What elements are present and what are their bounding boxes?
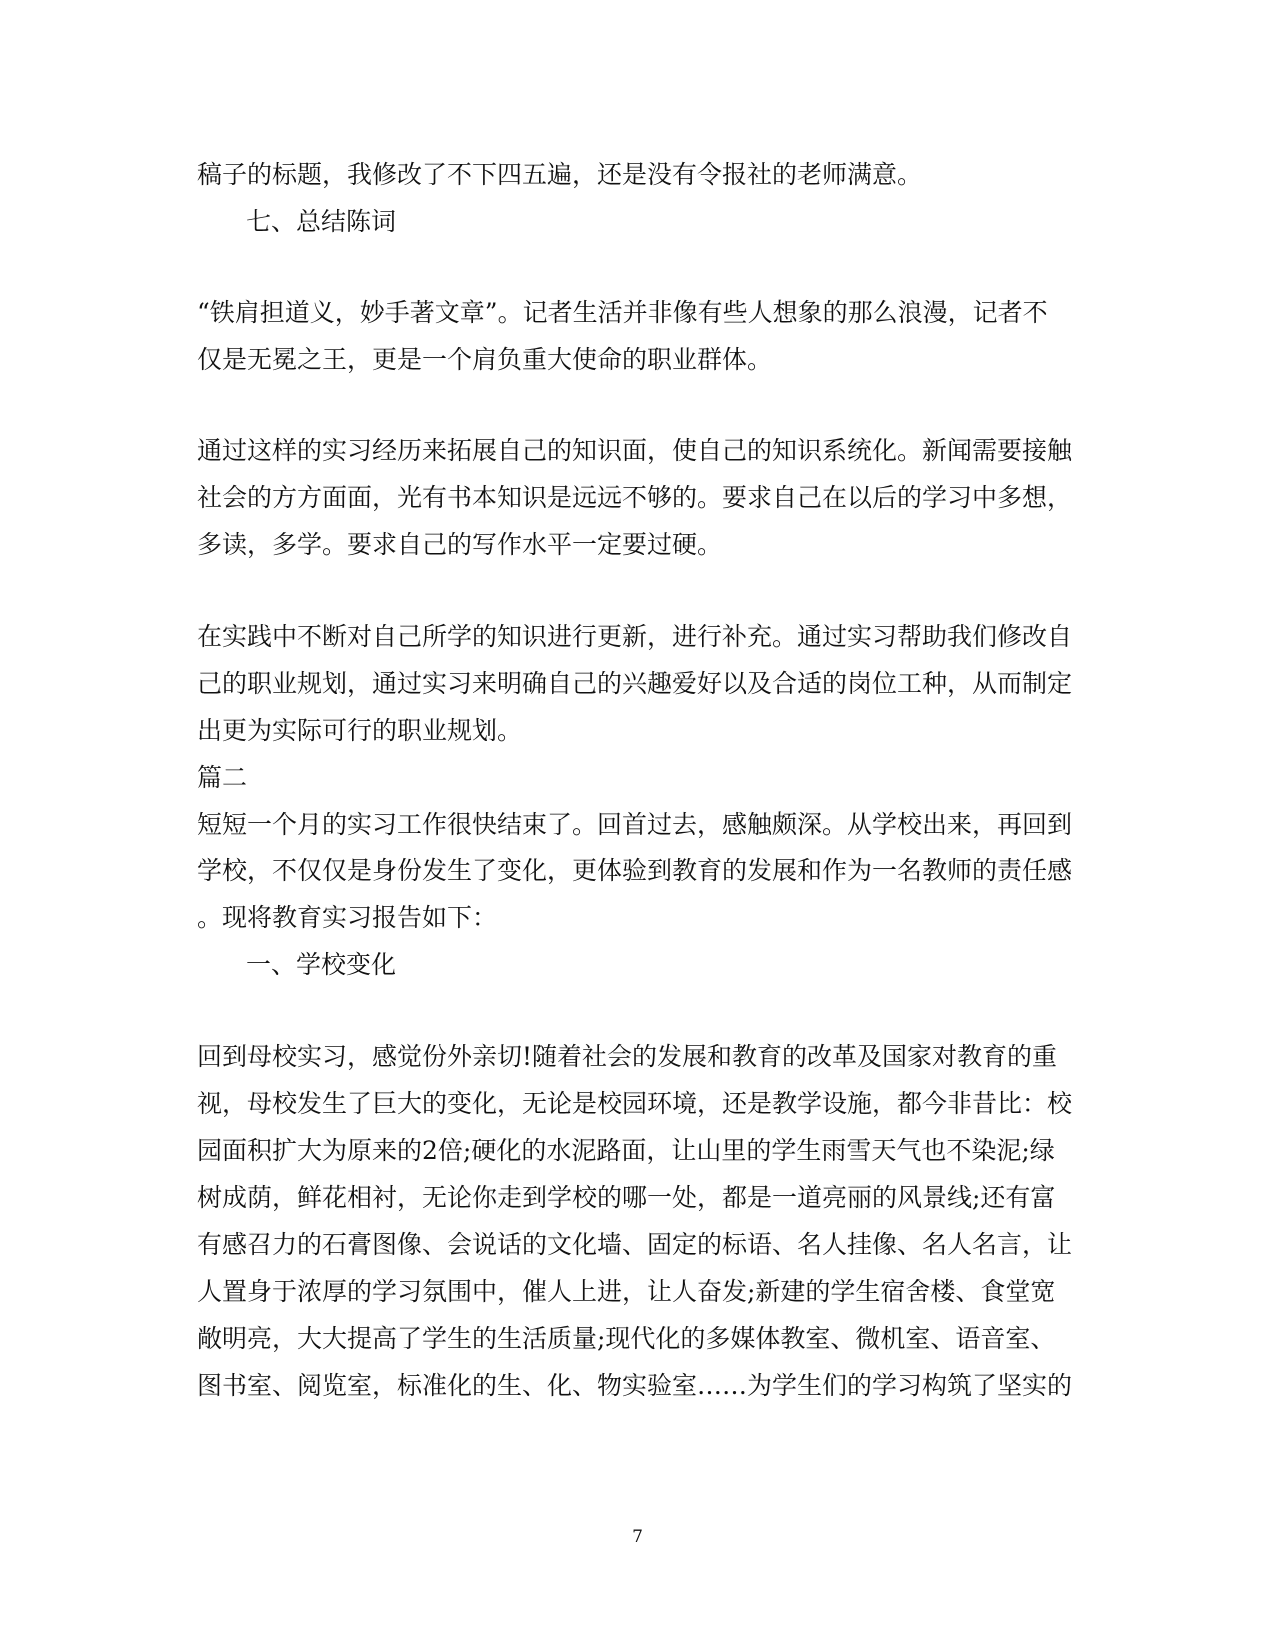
text-line: 学校，不仅仅是身份发生了变化，更体验到教育的发展和作为一名教师的责任感 [197, 856, 1073, 885]
text-line: 通过这样的实习经历来拓展自己的知识面，使自己的知识系统化。新闻需要接触 [197, 436, 1073, 465]
text-line: 在实践中不断对自己所学的知识进行更新，进行补充。通过实习帮助我们修改自 [197, 622, 1073, 651]
text-line: 回到母校实习，感觉份外亲切!随着社会的发展和教育的改革及国家对教育的重 [197, 1042, 1058, 1071]
section-heading: 七、总结陈词 [246, 207, 397, 236]
text-line: 社会的方方面面，光有书本知识是远远不够的。要求自己在以后的学习中多想， [197, 483, 1073, 512]
text-line: 出更为实际可行的职业规划。 [197, 716, 523, 745]
text-line: 园面积扩大为原来的2倍;硬化的水泥路面，让山里的学生雨雪天气也不染泥;绿 [197, 1136, 1055, 1165]
text-line: 稿子的标题，我修改了不下四五遍，还是没有令报社的老师满意。 [197, 160, 923, 189]
text-line: 短短一个月的实习工作很快结束了。回首过去，感触颇深。从学校出来，再回到 [197, 810, 1073, 839]
text-line: 树成荫，鲜花相衬，无论你走到学校的哪一处，都是一道亮丽的风景线;还有富 [197, 1183, 1056, 1212]
text-line: 。现将教育实习报告如下： [197, 903, 498, 932]
text-line: 有感召力的石膏图像、会说话的文化墙、固定的标语、名人挂像、名人名言，让 [197, 1230, 1073, 1259]
section-heading: 篇二 [197, 763, 248, 792]
text-line: 多读，多学。要求自己的写作水平一定要过硬。 [197, 530, 723, 559]
text-line: 图书室、阅览室，标准化的生、化、物实验室……为学生们的学习构筑了坚实的 [197, 1371, 1073, 1400]
text-line: 视，母校发生了巨大的变化，无论是校园环境，还是教学设施，都今非昔比：校 [197, 1089, 1073, 1118]
section-heading: 一、学校变化 [246, 950, 397, 979]
text-line: 人置身于浓厚的学习氛围中，催人上进，让人奋发;新建的学生宿舍楼、食堂宽 [197, 1277, 1056, 1306]
text-line: 己的职业规划，通过实习来明确自己的兴趣爱好以及合适的岗位工种，从而制定 [197, 669, 1073, 698]
text-line: 敞明亮，大大提高了学生的生活质量;现代化的多媒体教室、微机室、语音室、 [197, 1324, 1056, 1353]
page-number: 7 [632, 1527, 643, 1547]
text-line: “铁肩担道义，妙手著文章”。记者生活并非像有些人想象的那么浪漫，记者不 [197, 298, 1048, 327]
text-line: 仅是无冕之王，更是一个肩负重大使命的职业群体。 [197, 345, 773, 374]
